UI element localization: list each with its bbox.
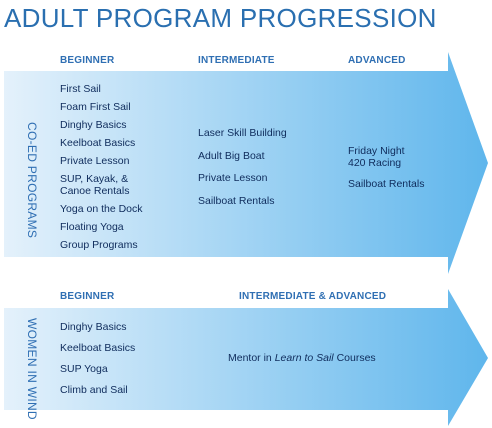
coed-beginner-item: Canoe Rentals (60, 185, 130, 197)
coed-beginner-item: Dinghy Basics (60, 119, 127, 131)
coed-beginner-item: Floating Yoga (60, 221, 124, 233)
coed-intermediate-item: Sailboat Rentals (198, 195, 275, 207)
coed-beginner-item: Group Programs (60, 239, 138, 251)
coed-advanced-item: 420 Racing (348, 157, 402, 169)
coed-beginner-header: BEGINNER (60, 55, 115, 66)
coed-intermediate-item: Laser Skill Building (198, 127, 287, 139)
women-mentor-item (228, 352, 376, 364)
coed-intermediate-header: INTERMEDIATE (198, 55, 275, 66)
women-side-label: WOMEN IN WIND (25, 318, 39, 420)
coed-beginner-item: SUP, Kayak, & (60, 173, 129, 185)
women-intermediate-advanced-header: INTERMEDIATE & ADVANCED (239, 291, 387, 302)
coed-advanced-item: Sailboat Rentals (348, 178, 425, 190)
mentor-course-name: Learn to Sail (274, 352, 334, 364)
coed-beginner-item: Foam First Sail (60, 101, 131, 113)
women-beginner-item: Dinghy Basics (60, 321, 127, 333)
coed-intermediate-item: Private Lesson (198, 172, 268, 184)
coed-side-label: CO-ED PROGRAMS (25, 122, 39, 239)
page-title: ADULT PROGRAM PROGRESSION (4, 3, 437, 33)
women-beginner-item: Climb and Sail (60, 384, 128, 396)
coed-advanced-header: ADVANCED (348, 55, 406, 66)
mentor-prefix: Mentor in (228, 352, 275, 364)
coed-beginner-item: Private Lesson (60, 155, 130, 167)
women-beginner-item: Keelboat Basics (60, 342, 136, 354)
coed-beginner-item: First Sail (60, 83, 101, 95)
coed-advanced-item: Friday Night (348, 145, 405, 157)
coed-intermediate-item: Adult Big Boat (198, 150, 265, 162)
coed-beginner-item: Keelboat Basics (60, 137, 136, 149)
women-beginner-item: SUP Yoga (60, 363, 108, 375)
coed-beginner-item: Yoga on the Dock (60, 203, 143, 215)
mentor-suffix: Courses (333, 352, 376, 364)
women-beginner-header: BEGINNER (60, 291, 115, 302)
